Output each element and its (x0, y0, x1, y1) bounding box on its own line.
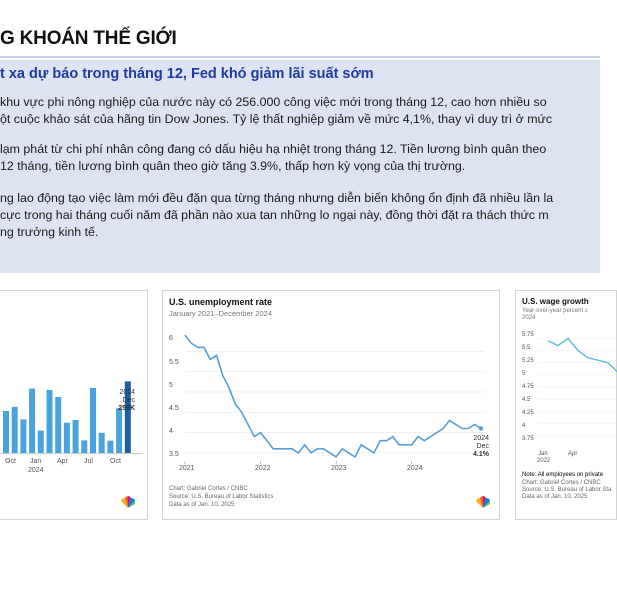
payrolls-bar (81, 440, 87, 453)
payrolls-bar (3, 411, 9, 453)
unemployment-end-value: 4.1% (473, 451, 489, 458)
cnbc-peacock-logo (475, 495, 491, 509)
wage-footer-line: Source: U.S. Bureau of Labor Sta (522, 487, 612, 493)
payrolls-bar (107, 441, 113, 453)
unemployment-end-month: Dec (476, 443, 489, 450)
unemployment-footer-line: Chart: Gabriel Cortes / CNBC (169, 486, 248, 492)
unemployment-chart-title: U.S. unemployment rate (169, 297, 273, 307)
unemployment-footer-line: Source: U.S. Bureau of Labor Statistics (169, 494, 274, 500)
unemployment-y-tick: 5 (169, 382, 173, 389)
wage-note: Note: All employees on private (522, 472, 604, 478)
wage-footer-line: Data as of Jan. 10, 2025 (522, 494, 588, 500)
cnbc-peacock-logo (120, 495, 136, 509)
wage-footer-line: Chart: Gabriel Cortes / CNBC (522, 480, 601, 486)
unemployment-end-year: 2024 (473, 435, 489, 442)
wage-y-tick: 5.5 (522, 345, 531, 351)
news-headline: t xa dự báo trong tháng 12, Fed khó giảm lãi suất sớm (0, 66, 374, 82)
payrolls-x-tick: Oct (5, 458, 16, 465)
payrolls-bar (99, 433, 105, 453)
header-divider (0, 56, 600, 58)
payrolls-bar (73, 420, 79, 453)
paragraph-3-line-3: ng trưởng kinh tế. (0, 225, 99, 239)
wage-y-tick: 5.25 (522, 358, 534, 364)
wage-y-tick: 4.25 (522, 410, 534, 416)
payrolls-bar (64, 423, 70, 453)
unemployment-series-line (185, 335, 481, 457)
unemployment-x-tick: 2021 (179, 465, 195, 472)
unemployment-x-tick: 2024 (407, 465, 423, 472)
payrolls-last-year: 2024 (119, 389, 135, 396)
wage-y-tick: 5.75 (522, 332, 534, 338)
wage-chart-subtitle-2: 2024 (522, 315, 536, 321)
payrolls-bar (55, 397, 61, 453)
wage-x-year: 2022 (537, 458, 551, 464)
wage-y-tick: 4 (522, 423, 526, 429)
payrolls-x-tick: Jul (84, 458, 93, 465)
payrolls-x-tick: Oct (110, 458, 121, 465)
paragraph-1-line-2: ột cuộc khảo sát của hãng tin Dow Jones. Tỷ lệ thất nghiệp giảm về mức 4,1%, thay vì duy trì ở mức (0, 112, 553, 126)
paragraph-2-line-2: 12 tháng, tiền lương bình quân theo giờ tăng 3.9%, thấp hơn kỳ vọng của thị trường. (0, 159, 466, 173)
paragraph-1-line-1: khu vực phi nông nghiệp của nước này có 256.000 công việc mới trong tháng 12, cao hơn nhiều so (0, 95, 547, 109)
payrolls-bar (47, 390, 53, 453)
payrolls-x-tick: Jan (30, 458, 42, 465)
payrolls-last-value: 256K (118, 405, 135, 412)
paragraph-3-line-2: cực trong hai tháng cuối năm đã phần nào xua tan những lo ngại này, đồng thời đặt ra thách thức m (0, 208, 549, 222)
wage-chart-subtitle: Year-over-year percent c (522, 308, 588, 314)
payrolls-last-month: Dec (122, 397, 135, 404)
wage-x-tick: Apr (568, 451, 578, 457)
wage-y-tick: 4.5 (522, 397, 531, 403)
wage-y-tick: 4.75 (522, 384, 534, 390)
unemployment-y-tick: 4 (169, 428, 173, 435)
unemployment-x-tick: 2022 (255, 465, 271, 472)
paragraph-3-line-1: ng lao động tạo việc làm mới đều đặn qua từng tháng nhưng diễn biến không ổn định đã nhiều lần la (0, 191, 554, 205)
unemployment-y-tick: 6 (169, 335, 173, 342)
unemployment-end-point (479, 426, 483, 430)
wage-growth-chart-card (515, 290, 617, 520)
wage-y-tick: 5 (522, 371, 526, 377)
unemployment-y-tick: 4.5 (169, 405, 179, 412)
payrolls-x-tick: Apr (57, 458, 68, 465)
wage-y-tick: 3.75 (522, 436, 534, 442)
unemployment-end-label (453, 435, 489, 459)
unemployment-chart-card (162, 290, 500, 520)
unemployment-y-tick: 5.5 (169, 359, 179, 366)
payrolls-bar (29, 389, 35, 453)
unemployment-y-tick: 3.5 (169, 451, 179, 458)
payrolls-bar (12, 407, 18, 453)
payrolls-bar (38, 431, 44, 453)
payrolls-last-value-label (93, 389, 135, 413)
section-title: G KHOÁN THẾ GIỚI (0, 28, 177, 49)
unemployment-x-tick: 2023 (331, 465, 347, 472)
wage-chart-title: U.S. wage growth (522, 297, 589, 306)
wage-series-line (548, 338, 617, 372)
wage-x-tick: Jan (538, 451, 548, 457)
payrolls-bar (116, 408, 122, 453)
unemployment-footer-line: Data as of Jan. 10, 2025 (169, 502, 235, 508)
unemployment-chart-subtitle: January 2021–December 2024 (169, 309, 272, 318)
paragraph-2-line-1: lạm phát từ chi phí nhân công đang có dấu hiệu hạ nhiệt trong tháng 12. Tiền lương bình quân theo (0, 142, 547, 156)
payrolls-chart-card (0, 290, 148, 520)
payrolls-x-year: 2024 (28, 467, 44, 474)
payrolls-bar (20, 419, 26, 453)
